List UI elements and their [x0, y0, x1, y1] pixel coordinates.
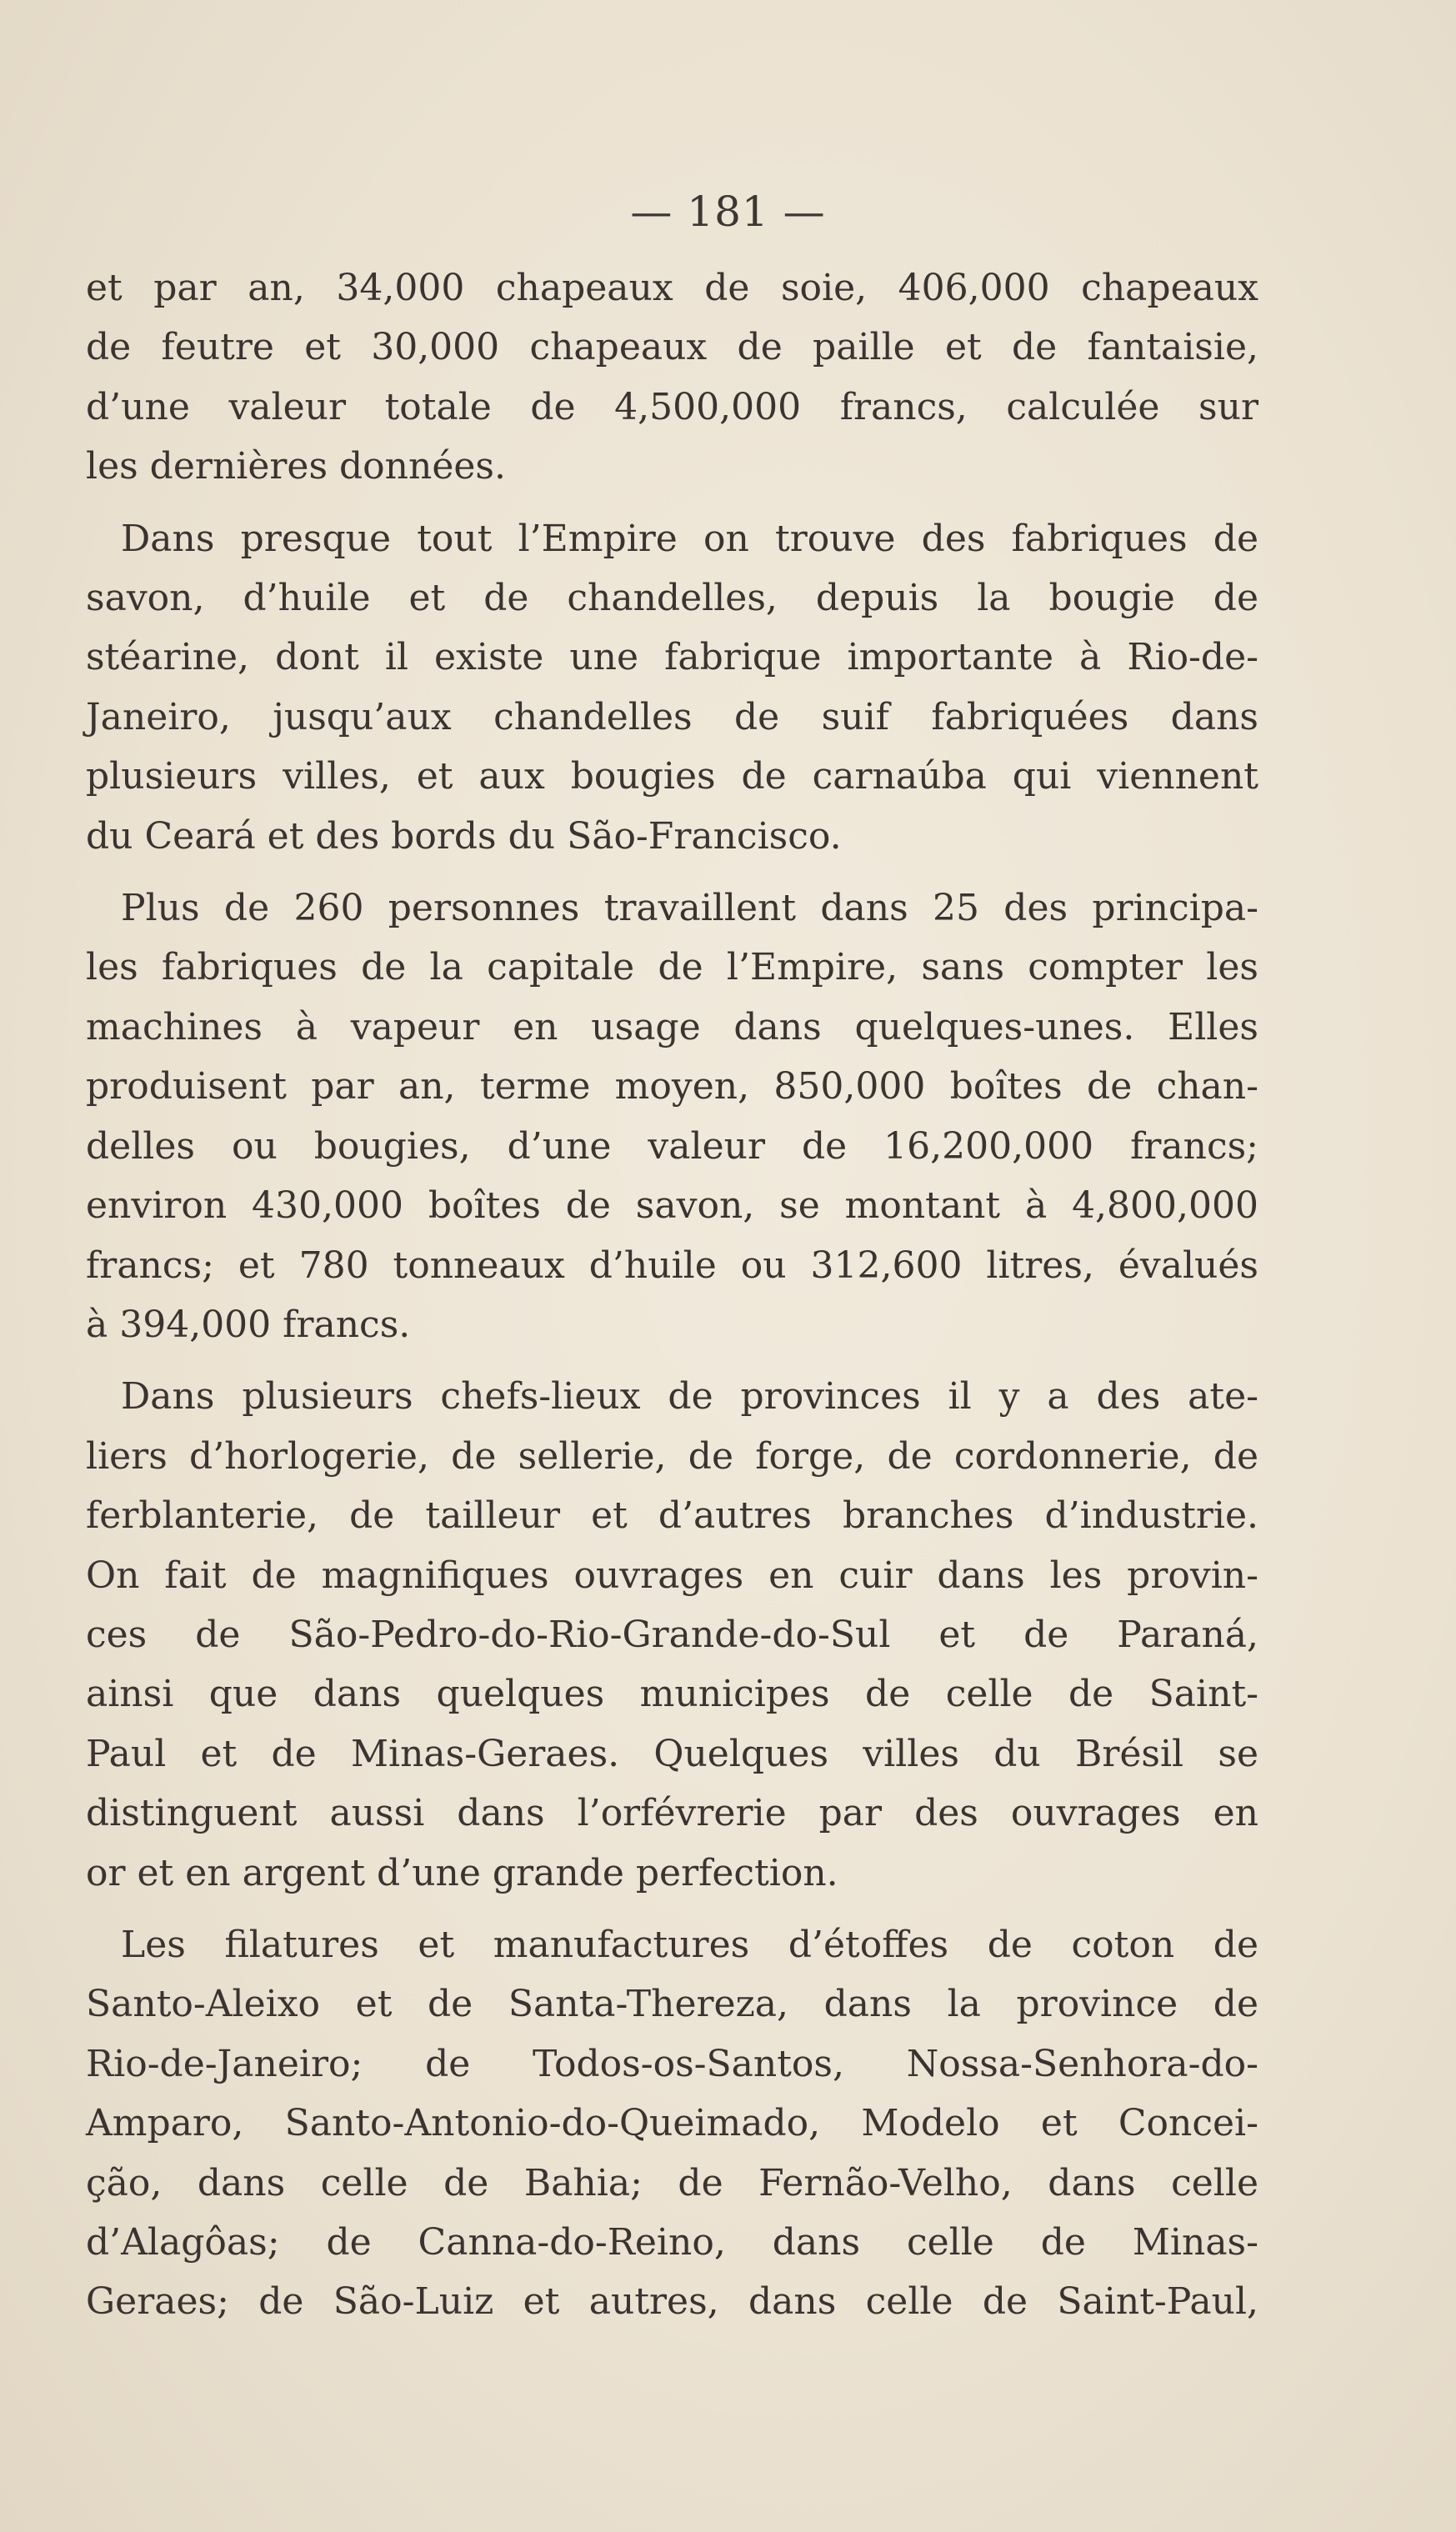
text-line: delles ou bougies, d’une valeur de 16,200,000 francs; [86, 1124, 1258, 1168]
paragraph-3 [86, 878, 1258, 1354]
body-text [86, 258, 1258, 2344]
text-line: Amparo, Santo-Antonio-do-Queimado, Modelo et Concei- [86, 2102, 1258, 2145]
paragraph-2 [86, 509, 1258, 866]
text-line: stéarine, dont il existe une fabrique importante à Rio-de- [86, 636, 1258, 679]
text-line: Paul et de Minas-Geraes. Quelques villes du Brésil se [86, 1732, 1258, 1775]
text-line: or et en argent d’une grande perfection. [86, 1851, 838, 1894]
text-line: Rio-de-Janeiro; de Todos-os-Santos, Nossa-Senhora-do- [86, 2042, 1258, 2085]
text-line: Janeiro, jusqu’aux chandelles de suif fabriquées dans [86, 695, 1258, 738]
text-line: Santo-Aleixo et de Santa-Thereza, dans la province de [86, 1983, 1258, 2026]
text-line: Dans plusieurs chefs-lieux de provinces il y a des ate- [121, 1375, 1258, 1419]
text-line: du Ceará et des bords du São-Francisco. [86, 814, 842, 858]
text-line: à 394,000 francs. [86, 1303, 411, 1346]
text-line: Les filatures et manufactures d’étoffes de coton de [121, 1923, 1258, 1966]
text-line: d’une valeur totale de 4,500,000 francs, calculée sur [86, 385, 1258, 428]
text-line: On fait de magnifiques ouvrages en cuir dans les provin- [86, 1554, 1258, 1597]
text-line: les fabriques de la capitale de l’Empire, sans compter les [86, 946, 1258, 989]
text-line: de feutre et 30,000 chapeaux de paille et de fantaisie, [86, 326, 1258, 369]
text-line: savon, d’huile et de chandelles, depuis la bougie de [86, 577, 1258, 620]
text-line: ção, dans celle de Bahia; de Fernão-Velho, dans celle [86, 2161, 1258, 2204]
text-line: produisent par an, terme moyen, 850,000 boîtes de chan- [86, 1065, 1258, 1108]
text-line: francs; et 780 tonneaux d’huile ou 312,600 litres, évalués [86, 1243, 1258, 1287]
text-line: plusieurs villes, et aux bougies de carnaúba qui viennent [86, 755, 1258, 798]
page-number: — 181 — [630, 188, 826, 236]
text-line: environ 430,000 boîtes de savon, se montant à 4,800,000 [86, 1184, 1258, 1228]
text-line: ferblanterie, de tailleur et d’autres branches d’industrie. [86, 1494, 1258, 1538]
text-line: Dans presque tout l’Empire on trouve des fabriques de [121, 517, 1258, 560]
text-line: Plus de 260 personnes travaillent dans 25 des principa- [121, 887, 1258, 930]
text-line: Geraes; de São-Luiz et autres, dans celle de Saint-Paul, [86, 2280, 1258, 2324]
text-line: distinguent aussi dans l’orfévrerie par des ouvrages en [86, 1792, 1258, 1835]
text-line: liers d’horlogerie, de sellerie, de forge, de cordonnerie, de [86, 1434, 1258, 1478]
paragraph-4 [86, 1367, 1258, 1903]
text-line: d’Alagôas; de Canna-do-Reino, dans celle de Minas- [86, 2221, 1258, 2264]
paragraph-1 [86, 258, 1258, 497]
text-line: ainsi que dans quelques municipes de celle de Saint- [86, 1673, 1258, 1716]
text-line: et par an, 34,000 chapeaux de soie, 406,000 chapeaux [86, 267, 1258, 309]
text-line: les dernières données. [86, 445, 506, 488]
text-line: machines à vapeur en usage dans quelques-unes. Elles [86, 1005, 1258, 1048]
text-line: ces de São-Pedro-do-Rio-Grande-do-Sul et de Paraná, [86, 1613, 1258, 1656]
paragraph-5 [86, 1915, 1258, 2332]
